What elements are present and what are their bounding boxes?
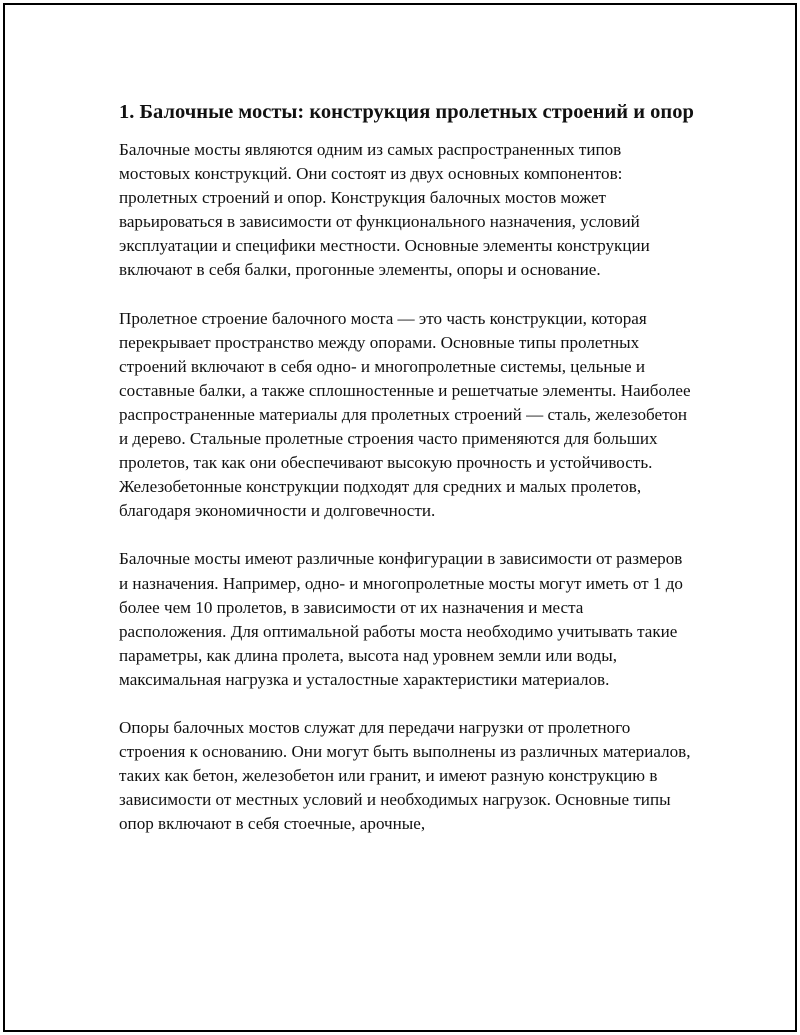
section-heading: 1. Балочные мосты: конструкция пролетных строений и опор [119, 101, 694, 123]
document-body [119, 98, 694, 860]
paragraph-4: Опоры балочных мостов служат для передачи нагрузки от пролетного строения к основанию. Они могут быть выполнены из различных материалов, таких как бетон, железобетон или гранит, и имеют разную конструкцию в зависимости от местных условий и необходимых нагрузок. Основные типы опор включают в себя стоечные, арочные, [119, 717, 691, 834]
paragraph-1: Балочные мосты являются одним из самых распространенных типов мостовых конструкций. Они состоят из двух основных компонентов: пролетных строений и опор. Конструкция балочных мостов может варьироваться в зависимости от функционального назначения, условий эксплуатации и специфики местности. Основные элементы конструкции включают в себя балки, прогонные элементы, опоры и основание. [119, 140, 650, 280]
document-page [3, 3, 797, 1032]
paragraph-3: Балочные мосты имеют различные конфигурации в зависимости от размеров и назначения. Например, одно- и многопролетные мосты могут иметь от 1 до более чем 10 пролетов, в зависимости от их назначения и места расположения. Для оптимальной работы моста необходимо учитывать такие параметры, как длина пролета, высота над уровнем земли или воды, максимальная нагрузка и усталостные характеристики материалов. [119, 549, 683, 689]
paragraph-2: Пролетное строение балочного моста — это часть конструкции, которая перекрывает пространство между опорами. Основные типы пролетных строений включают в себя одно- и многопролетные системы, цельные и составные балки, а также сплошностенные и решетчатые элементы. Наиболее распространенные материалы для пролетных строений — сталь, железобетон и дерево. Стальные пролетные строения часто применяются для больших пролетов, так как они обеспечивают высокую прочность и устойчивость. Железобетонные конструкции подходят для средних и малых пролетов, благодаря экономичности и долговечности. [119, 308, 691, 521]
